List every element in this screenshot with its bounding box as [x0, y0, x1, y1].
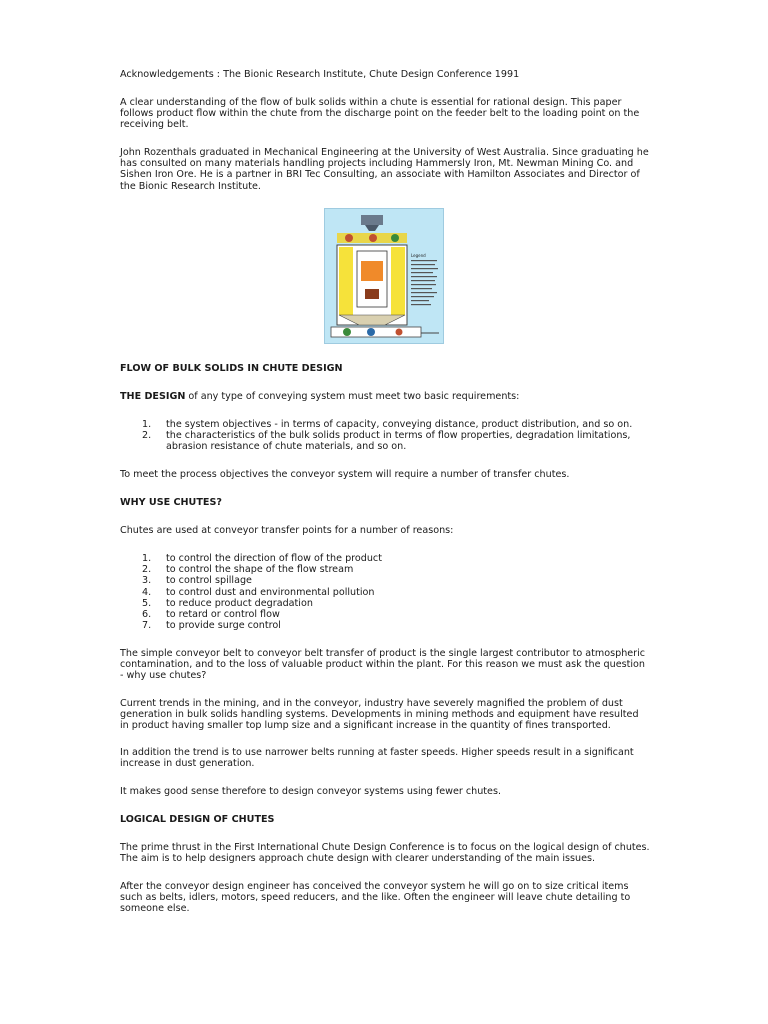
acknowledgements-line: Acknowledgements : The Bionic Research Institute, Chute Design Conference 1991 [120, 69, 520, 80]
trends-paragraph: Current trends in the mining, and in the conveyor, industry have severely magnified the problem of dust generation in bulk solids handling systems. Developments in mining methods and equipment have resulted in product having smaller top lump size and a significant increase in the quantity of fines transported. [120, 698, 639, 732]
section-title-flow: FLOW OF BULK SOLIDS IN CHUTE DESIGN [120, 363, 343, 374]
narrower-belts-paragraph: In addition the trend is to use narrower belts running at faster speeds. Higher speeds result in a significant increase in dust generation. [120, 747, 634, 770]
contamination-paragraph: The simple conveyor belt to conveyor belt transfer of product is the single largest contributor to atmospheric contamination, and to the loss of valuable product within the plant. For this reason we must ask the question - why use chutes? [120, 648, 646, 682]
receiving-drive-left [343, 328, 351, 336]
chute-diagram [325, 209, 443, 343]
list-item: 7. to provide surge control [142, 620, 281, 632]
drive-left [345, 234, 353, 242]
left-wall [339, 247, 353, 315]
list-item: 2. the characteristics of the bulk solids product in terms of flow properties, degradation limitations, abrasion resistance of chute materials, and so on. [142, 430, 631, 453]
design-lead-text: of any type of conveying system must meet two basic requirements: [185, 391, 520, 402]
reasons-lead-paragraph: Chutes are used at conveyor transfer points for a number of reasons: [120, 525, 454, 536]
list-item: 2. to control the shape of the flow stream [142, 564, 354, 576]
list-item: 5. to reduce product degradation [142, 597, 313, 609]
process-objectives-paragraph: To meet the process objectives the conveyor system will require a number of transfer chutes. [120, 469, 570, 480]
design-lead-bold: THE DESIGN [120, 391, 186, 402]
reasons-list [120, 553, 650, 631]
flow-zone [361, 261, 383, 281]
lower-gate [365, 289, 379, 299]
legend-lines [411, 260, 438, 305]
right-wall [391, 247, 405, 315]
engineer-paragraph: After the conveyor design engineer has conceived the conveyor system he will go on to size critical items such as belts, idlers, motors, speed reducers, and the like. Often the engineer will leave chute detailing to someone else. [120, 881, 631, 915]
fewer-chutes-paragraph: It makes good sense therefore to design conveyor systems using fewer chutes. [120, 786, 502, 797]
legend-title: Legend [411, 253, 426, 258]
list-item: 1. to control the direction of flow of the product [142, 553, 382, 564]
section-title-logical: LOGICAL DESIGN OF CHUTES [120, 814, 275, 825]
intro-paragraph: A clear understanding of the flow of bulk solids within a chute is essential for rational design. This paper follows product flow within the chute from the discharge point on the feeder belt to the loading point on the receiving belt. [120, 97, 640, 131]
drive-center [369, 234, 377, 242]
chute-diagram-figure [324, 208, 444, 344]
list-item: 3. to control spillage [142, 575, 252, 587]
design-lead-paragraph [120, 391, 650, 402]
receiving-drive-center [367, 328, 375, 336]
feeder-head [361, 215, 383, 225]
list-item: 4. to control dust and environmental pollution [142, 586, 375, 598]
feeder-hopper [365, 225, 379, 231]
list-item: 1. the system objectives - in terms of capacity, conveying distance, product distribution, and so on. [142, 419, 633, 430]
drive-right [391, 234, 399, 242]
author-bio-paragraph: John Rozenthals graduated in Mechanical Engineering at the University of West Australia. Since graduating he has consulted on many materials handling projects including Hammersly Iron, Mt. Newman Mining Co. and Sishen Iron Ore. He is a partner in BRI Tec Consulting, an associate with Hamilton Associates and Director of the Bionic Research Institute. [120, 147, 649, 192]
prime-thrust-paragraph: The prime thrust in the First International Chute Design Conference is to focus on the logical design of chutes. The aim is to help designers approach chute design with clearer understanding of the main issues. [120, 842, 650, 865]
section-title-why: WHY USE CHUTES? [120, 497, 222, 508]
list-item: 6. to retard or control flow [142, 609, 280, 621]
requirements-list [120, 419, 650, 453]
receiving-drive-right [396, 329, 403, 336]
